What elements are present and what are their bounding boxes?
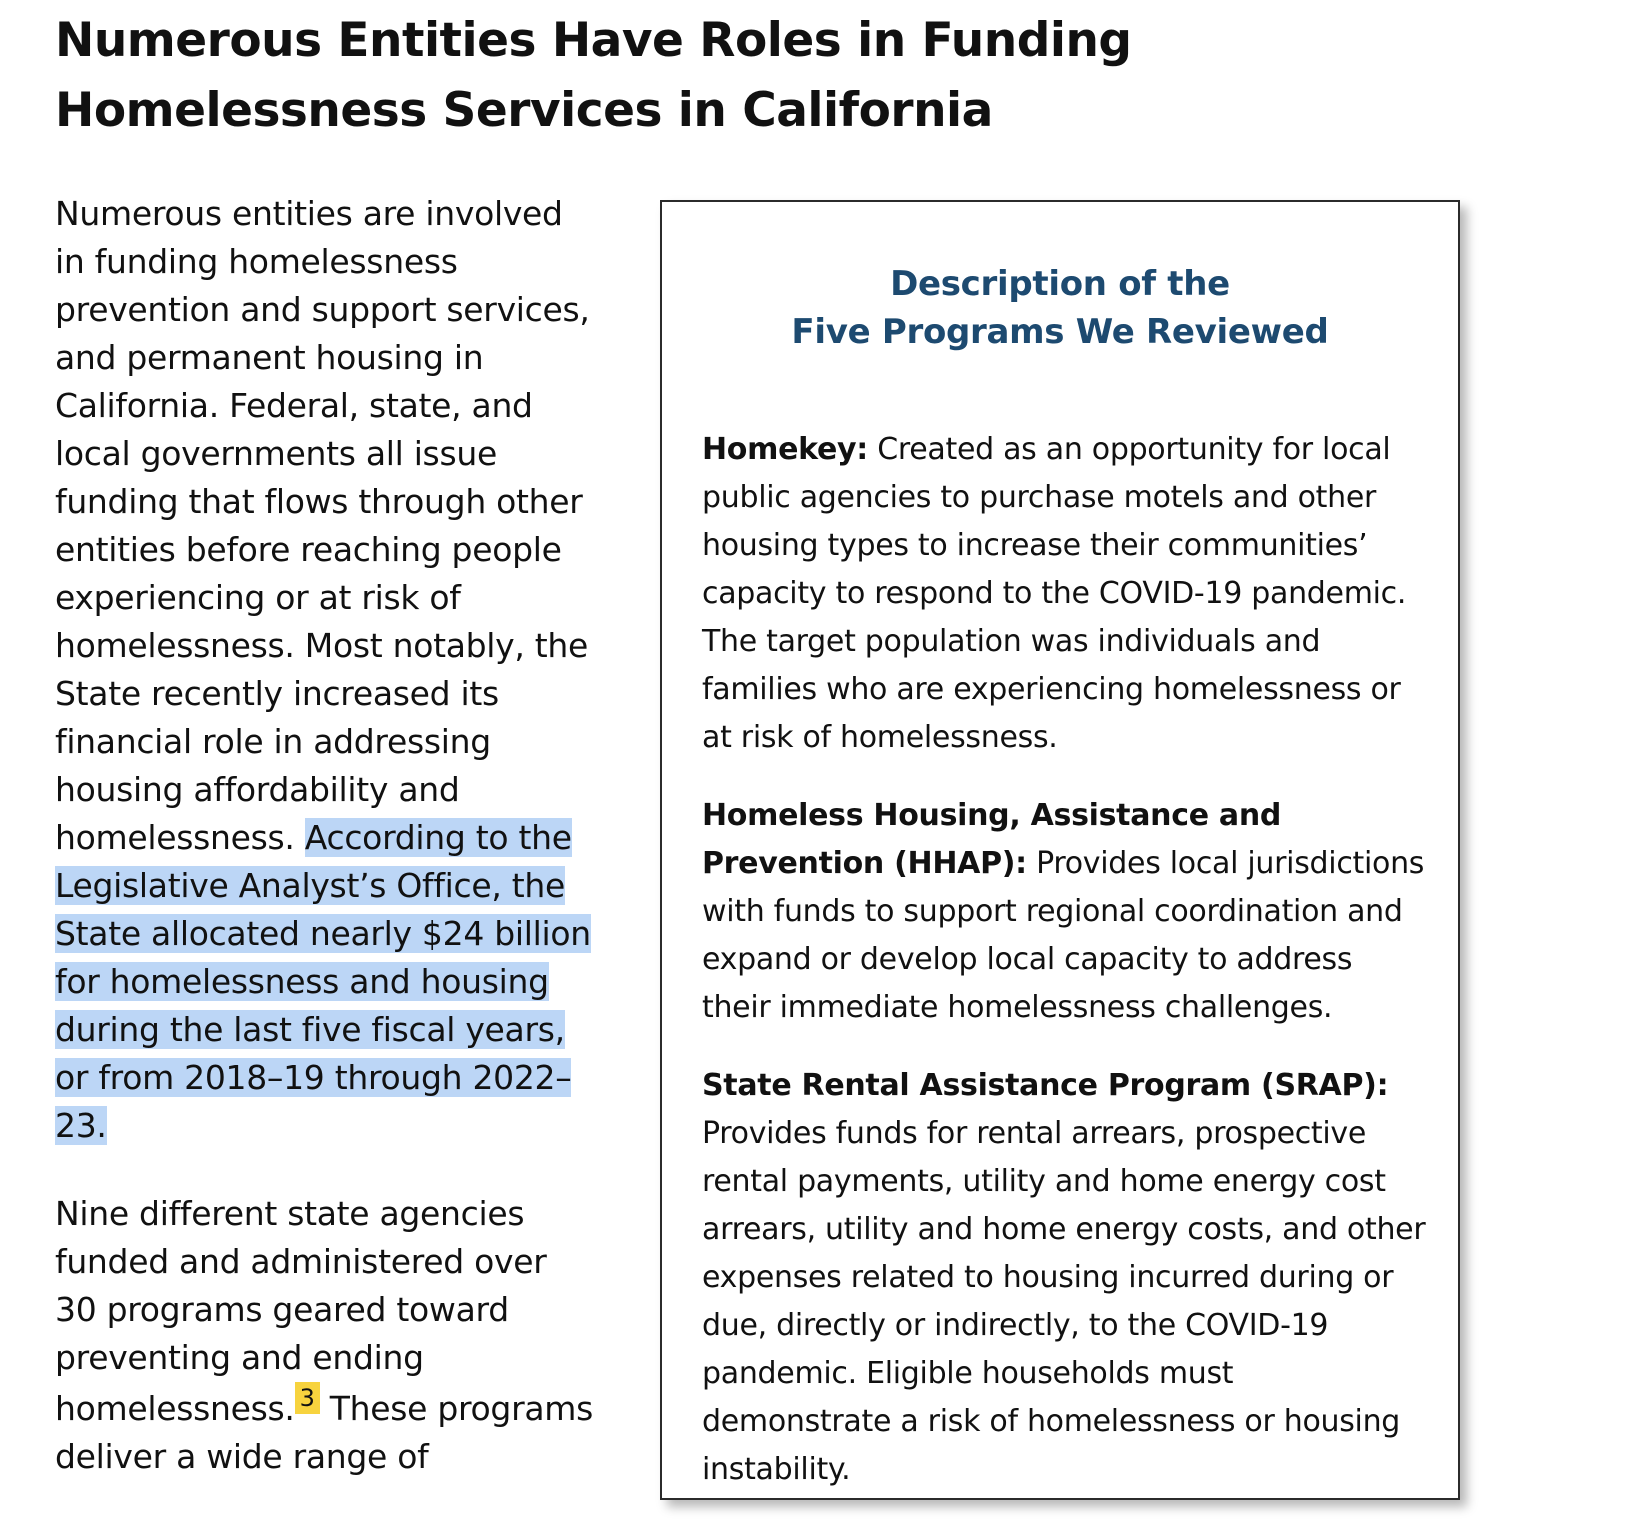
body-column bbox=[55, 190, 595, 1521]
program-hhap bbox=[702, 792, 1428, 1032]
program-name: State Rental Assistance Program (SRAP): bbox=[702, 1068, 1389, 1103]
paragraph-2-continuation: These programs deliver a wide range of bbox=[55, 1389, 593, 1476]
program-list bbox=[702, 426, 1428, 1494]
body-paragraph-1 bbox=[55, 190, 595, 1150]
program-name: Homekey: bbox=[702, 432, 868, 467]
paragraph-2-text: Nine different state agencies funded and administered over 30 programs geared toward preventing and ending homelessness. bbox=[55, 1194, 547, 1428]
sidebar-title bbox=[662, 260, 1458, 356]
program-description: Provides local jurisdictions with funds to support regional coordination and expand or develop local capacity to address their immediate homelessness challenges. bbox=[702, 846, 1425, 1025]
program-description: Provides funds for rental arrears, prospective rental payments, utility and home energy cost arrears, utility and home energy costs, and other expenses related to housing incurred during or due, directly or indirectly, to the COVID-19 pandemic. Eligible households must demonstrate a risk of homelessness or housing instability. bbox=[702, 1116, 1426, 1487]
sidebar-title-line-2: Five Programs We Reviewed bbox=[791, 312, 1329, 352]
program-name: Homeless Housing, Assistance and Prevention (HHAP): bbox=[702, 798, 1282, 881]
program-homekey bbox=[702, 426, 1428, 762]
page-title-line-2: Homelessness Services in California bbox=[55, 83, 993, 138]
program-description: Created as an opportunity for local public agencies to purchase motels and other housing types to increase their communities’ capacity to respond to the COVID-19 pandemic. The target population was individuals and families who are experiencing homelessness or at risk of homelessness. bbox=[702, 432, 1407, 755]
programs-sidebar-box bbox=[660, 200, 1460, 1500]
paragraph-1-text: Numerous entities are involved in funding homelessness prevention and support services, and permanent housing in California. Federal, state, and local governments all issue funding that flows through other entities before reaching people experiencing or at risk of homelessness. Most notably, the State recently increased its financial role in addressing housing affordability and homelessness. bbox=[55, 194, 590, 857]
page-title bbox=[55, 6, 1255, 146]
highlighted-text[interactable]: According to the Legislative Analyst’s Office, the State allocated nearly $24 billion for homelessness and housing during the last five fiscal years, or from 2018–19 through 2022–23. bbox=[55, 818, 591, 1145]
footnote-marker[interactable]: 3 bbox=[295, 1382, 320, 1414]
body-paragraph-2 bbox=[55, 1190, 595, 1481]
program-srap bbox=[702, 1062, 1428, 1494]
sidebar-title-line-1: Description of the bbox=[890, 264, 1230, 304]
page-title-line-1: Numerous Entities Have Roles in Funding bbox=[55, 13, 1132, 68]
